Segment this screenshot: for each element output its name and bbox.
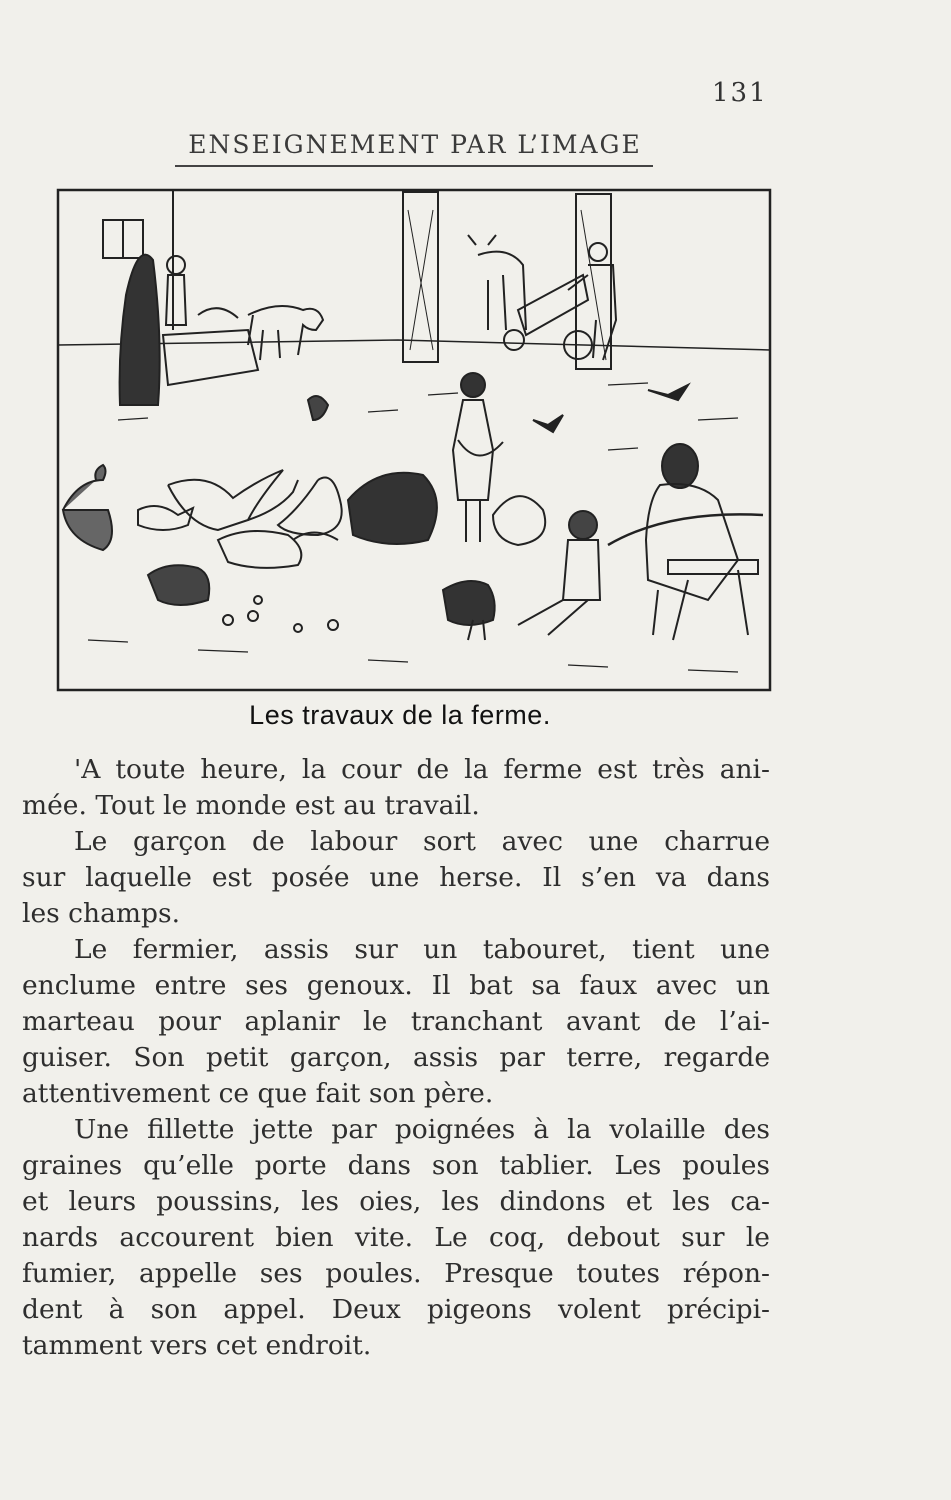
body-text xyxy=(22,752,770,1364)
text-line: tamment vers cet endroit. xyxy=(22,1330,372,1361)
text-line: graines qu’elle porte dans son tablier. Les poules xyxy=(22,1150,770,1181)
paragraph-2 xyxy=(22,824,770,932)
text-line: attentivement ce que fait son père. xyxy=(22,1078,494,1109)
running-head: ENSEIGNEMENT PAR L’IMAGE xyxy=(188,130,642,159)
farm-illustration xyxy=(48,180,772,692)
paragraph-1 xyxy=(22,752,770,824)
page-number: 131 xyxy=(712,78,768,108)
text-line: dent à son appel. Deux pigeons volent précipi- xyxy=(22,1294,770,1325)
text-line: Une fillette jette par poignées à la volaille des xyxy=(74,1114,770,1145)
text-line: et leurs poussins, les oies, les dindons et les ca- xyxy=(22,1186,770,1217)
text-line: sur laquelle est posée une herse. Il s’en va dans xyxy=(22,862,770,893)
text-line: nards accourent bien vite. Le coq, debout sur le xyxy=(22,1222,770,1253)
text-line: mée. Tout le monde est au travail. xyxy=(22,790,480,821)
paragraph-4 xyxy=(22,1112,770,1364)
text-line: Le fermier, assis sur un tabouret, tient une xyxy=(74,934,770,965)
text-line: enclume entre ses genoux. Il bat sa faux avec un xyxy=(22,970,770,1001)
text-line: marteau pour aplanir le tranchant avant de l’ai- xyxy=(22,1006,770,1037)
figure-caption: Les travaux de la ferme. xyxy=(249,700,551,730)
paragraph-3 xyxy=(22,932,770,1112)
running-head-rule xyxy=(175,165,653,167)
text-line: les champs. xyxy=(22,898,181,929)
text-line: Le garçon de labour sort avec une charrue xyxy=(74,826,770,857)
text-line: fumier, appelle ses poules. Presque toutes répon- xyxy=(22,1258,770,1289)
text-line: 'A toute heure, la cour de la ferme est très ani- xyxy=(74,754,770,785)
text-line: guiser. Son petit garçon, assis par terre, regarde xyxy=(22,1042,770,1073)
